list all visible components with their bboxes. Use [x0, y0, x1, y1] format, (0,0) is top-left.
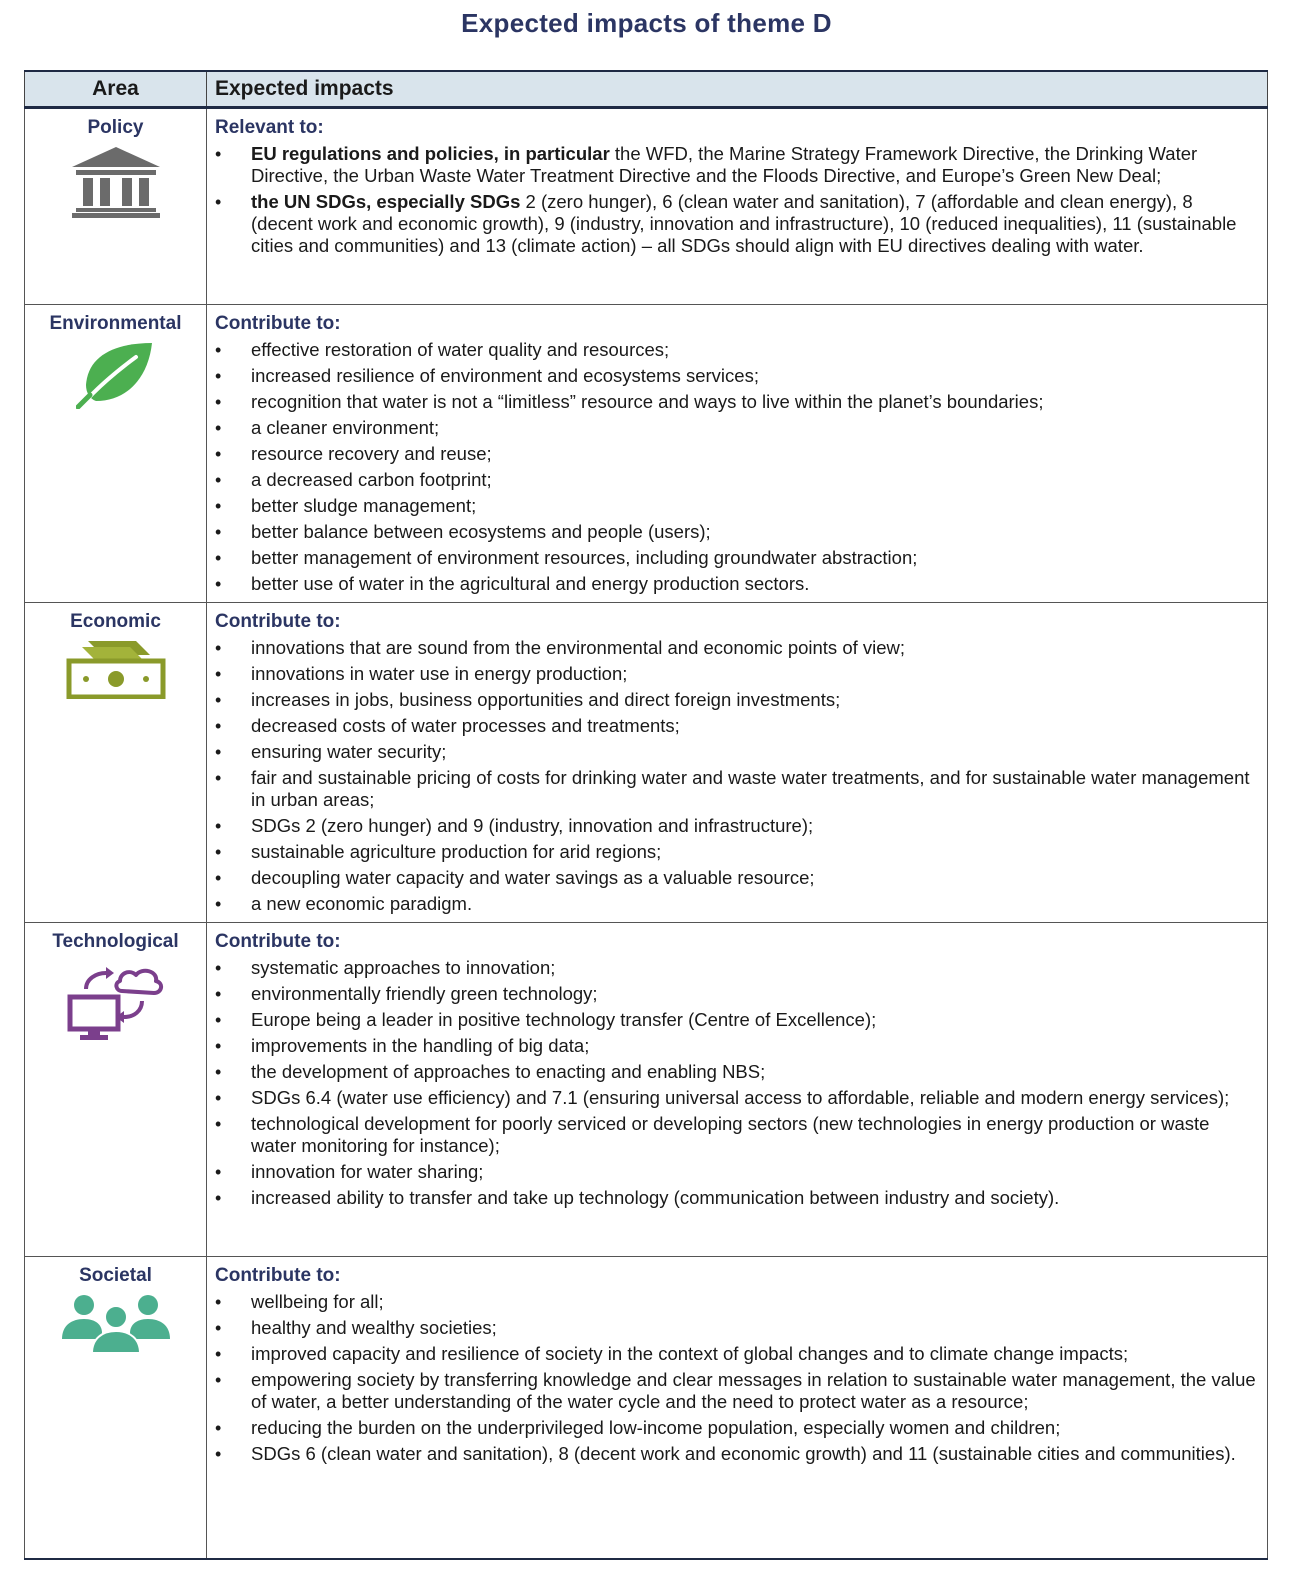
list-item-text: fair and sustainable pricing of costs for drinking water and waste water treatments, and for sustainable water management in urban areas; [251, 767, 1250, 810]
area-cell [25, 603, 207, 923]
table-row [25, 603, 1268, 923]
list-item [215, 815, 1257, 837]
list-item-text: decoupling water capacity and water savings as a valuable resource; [251, 867, 815, 888]
list-item [215, 1087, 1257, 1109]
list-item-text: environmentally friendly green technology; [251, 983, 598, 1004]
list-item-text: a new economic paradigm. [251, 893, 473, 914]
list-item-text: 2 (zero hunger), 6 (clean water and sanitation), 7 (affordable and clean energy), 8 (decent work and economic growth), 9 (industry, innovation and infrastructure), 10 (reduced inequalities), 11 (sustainable cities and communities) and 13 (climate action) – all SDGs should align with EU directives dealing with water. [251, 191, 1237, 256]
list-item [215, 1417, 1257, 1439]
table-row [25, 305, 1268, 603]
list-item-text: a decreased carbon footprint; [251, 469, 492, 490]
table-row [25, 1257, 1268, 1559]
list-item-text: the development of approaches to enacting and enabling NBS; [251, 1061, 766, 1082]
list-item [215, 1113, 1257, 1157]
list-item [215, 741, 1257, 763]
list-item [215, 767, 1257, 811]
list-item-text: improved capacity and resilience of society in the context of global changes and to climate change impacts; [251, 1343, 1129, 1364]
list-item-text: technological development for poorly serviced or developing sectors (new technologies in energy production or waste water monitoring for instance); [251, 1113, 1210, 1156]
impacts-list [215, 637, 1257, 915]
list-item-text: better balance between ecosystems and people (users); [251, 521, 711, 542]
list-item [215, 1035, 1257, 1057]
area-cell [25, 923, 207, 1257]
list-item [215, 365, 1257, 387]
impacts-list [215, 957, 1257, 1209]
impacts-cell [207, 1257, 1268, 1559]
area-name: Technological [52, 931, 179, 952]
list-item [215, 547, 1257, 569]
list-item-text: better management of environment resources, including groundwater abstraction; [251, 547, 918, 568]
list-item-text: Europe being a leader in positive technology transfer (Centre of Excellence); [251, 1009, 877, 1030]
table-header-row [25, 71, 1268, 108]
impacts-lead: Contribute to: [215, 1265, 341, 1286]
list-item-text: resource recovery and reuse; [251, 443, 492, 464]
impacts-cell [207, 603, 1268, 923]
list-item-text: increased resilience of environment and ecosystems services; [251, 365, 759, 386]
list-item [215, 841, 1257, 863]
list-item [215, 867, 1257, 889]
list-item-text: empowering society by transferring knowledge and clear messages in relation to sustainable water management, the value of water, a better understanding of the water cycle and the need to protect water as a resource; [251, 1369, 1256, 1412]
list-item-text: the WFD, the Marine Strategy Framework Directive, the Drinking Water Directive, the Urban Waste Water Treatment Directive and the Floods Directive, and Europe’s Green New Deal; [251, 143, 1198, 186]
list-item [215, 957, 1257, 979]
list-item-text: SDGs 6 (clean water and sanitation), 8 (decent work and economic growth) and 11 (sustainable cities and communities). [251, 1443, 1236, 1464]
list-item [215, 893, 1257, 915]
area-name: Economic [70, 611, 161, 632]
list-item-text: sustainable agriculture production for arid regions; [251, 841, 662, 862]
cloud-computer-sync-icon [25, 959, 206, 1046]
list-item [215, 1061, 1257, 1083]
list-item-text: better use of water in the agricultural and energy production sectors. [251, 573, 810, 594]
list-item [215, 1291, 1257, 1313]
list-item [215, 495, 1257, 517]
area-name: Societal [79, 1265, 152, 1286]
list-item-text: healthy and wealthy societies; [251, 1317, 497, 1338]
government-building-icon [25, 145, 206, 224]
table-row [25, 923, 1268, 1257]
list-item-text: effective restoration of water quality and resources; [251, 339, 670, 360]
list-item-text: improvements in the handling of big data; [251, 1035, 590, 1056]
area-cell [25, 305, 207, 603]
list-item-text: SDGs 6.4 (water use efficiency) and 7.1 (ensuring universal access to affordable, reliable and modern energy services); [251, 1087, 1230, 1108]
impacts-lead: Contribute to: [215, 313, 341, 334]
table-body [25, 108, 1268, 1559]
list-item [215, 1009, 1257, 1031]
list-item-text: reducing the burden on the underprivileged low-income population, especially women and children; [251, 1417, 1061, 1438]
list-item-text: SDGs 2 (zero hunger) and 9 (industry, innovation and infrastructure); [251, 815, 814, 836]
list-item [215, 191, 1257, 257]
impacts-cell [207, 923, 1268, 1257]
list-item [215, 1343, 1257, 1365]
list-item [215, 521, 1257, 543]
list-item [215, 339, 1257, 361]
list-item-text: innovations that are sound from the environmental and economic points of view; [251, 637, 906, 658]
list-item [215, 391, 1257, 413]
area-cell [25, 1257, 207, 1559]
list-item-bold: the UN SDGs, especially SDGs [251, 191, 521, 212]
impacts-list [215, 1291, 1257, 1465]
list-item-text: wellbeing for all; [251, 1291, 384, 1312]
impacts-lead: Contribute to: [215, 611, 341, 632]
list-item-text: decreased costs of water processes and treatments; [251, 715, 680, 736]
list-item-text: increases in jobs, business opportunities and direct foreign investments; [251, 689, 841, 710]
list-item [215, 663, 1257, 685]
list-item-text: recognition that water is not a “limitless” resource and ways to live within the planet’s boundaries; [251, 391, 1044, 412]
banknotes-icon [25, 639, 206, 704]
area-cell [25, 108, 207, 305]
impacts-list [215, 143, 1257, 257]
impacts-cell [207, 305, 1268, 603]
area-name: Environmental [49, 313, 182, 334]
list-item-text: ensuring water security; [251, 741, 447, 762]
list-item-bold: EU regulations and policies, in particular [251, 143, 610, 164]
list-item [215, 143, 1257, 187]
impacts-lead: Contribute to: [215, 931, 341, 952]
list-item [215, 573, 1257, 595]
list-item [215, 443, 1257, 465]
list-item [215, 689, 1257, 711]
leaf-icon [25, 341, 206, 414]
list-item [215, 469, 1257, 491]
list-item [215, 715, 1257, 737]
list-item [215, 1187, 1257, 1209]
header-area: Area [25, 71, 207, 108]
list-item [215, 1443, 1257, 1465]
impacts-lead: Relevant to: [215, 117, 324, 138]
table-row [25, 108, 1268, 305]
list-item-text: a cleaner environment; [251, 417, 440, 438]
list-item [215, 1317, 1257, 1339]
list-item [215, 637, 1257, 659]
list-item [215, 1369, 1257, 1413]
header-impacts: Expected impacts [207, 71, 1268, 108]
list-item-text: systematic approaches to innovation; [251, 957, 556, 978]
list-item-text: innovations in water use in energy production; [251, 663, 628, 684]
list-item [215, 1161, 1257, 1183]
impacts-cell [207, 108, 1268, 305]
area-name: Policy [87, 117, 144, 138]
list-item [215, 983, 1257, 1005]
impacts-table [24, 70, 1268, 1560]
people-group-icon [25, 1293, 206, 1360]
page-title: Expected impacts of theme D [461, 8, 832, 38]
impacts-list [215, 339, 1257, 595]
list-item [215, 417, 1257, 439]
list-item-text: innovation for water sharing; [251, 1161, 484, 1182]
list-item-text: better sludge management; [251, 495, 477, 516]
list-item-text: increased ability to transfer and take up technology (communication between industry and society). [251, 1187, 1060, 1208]
